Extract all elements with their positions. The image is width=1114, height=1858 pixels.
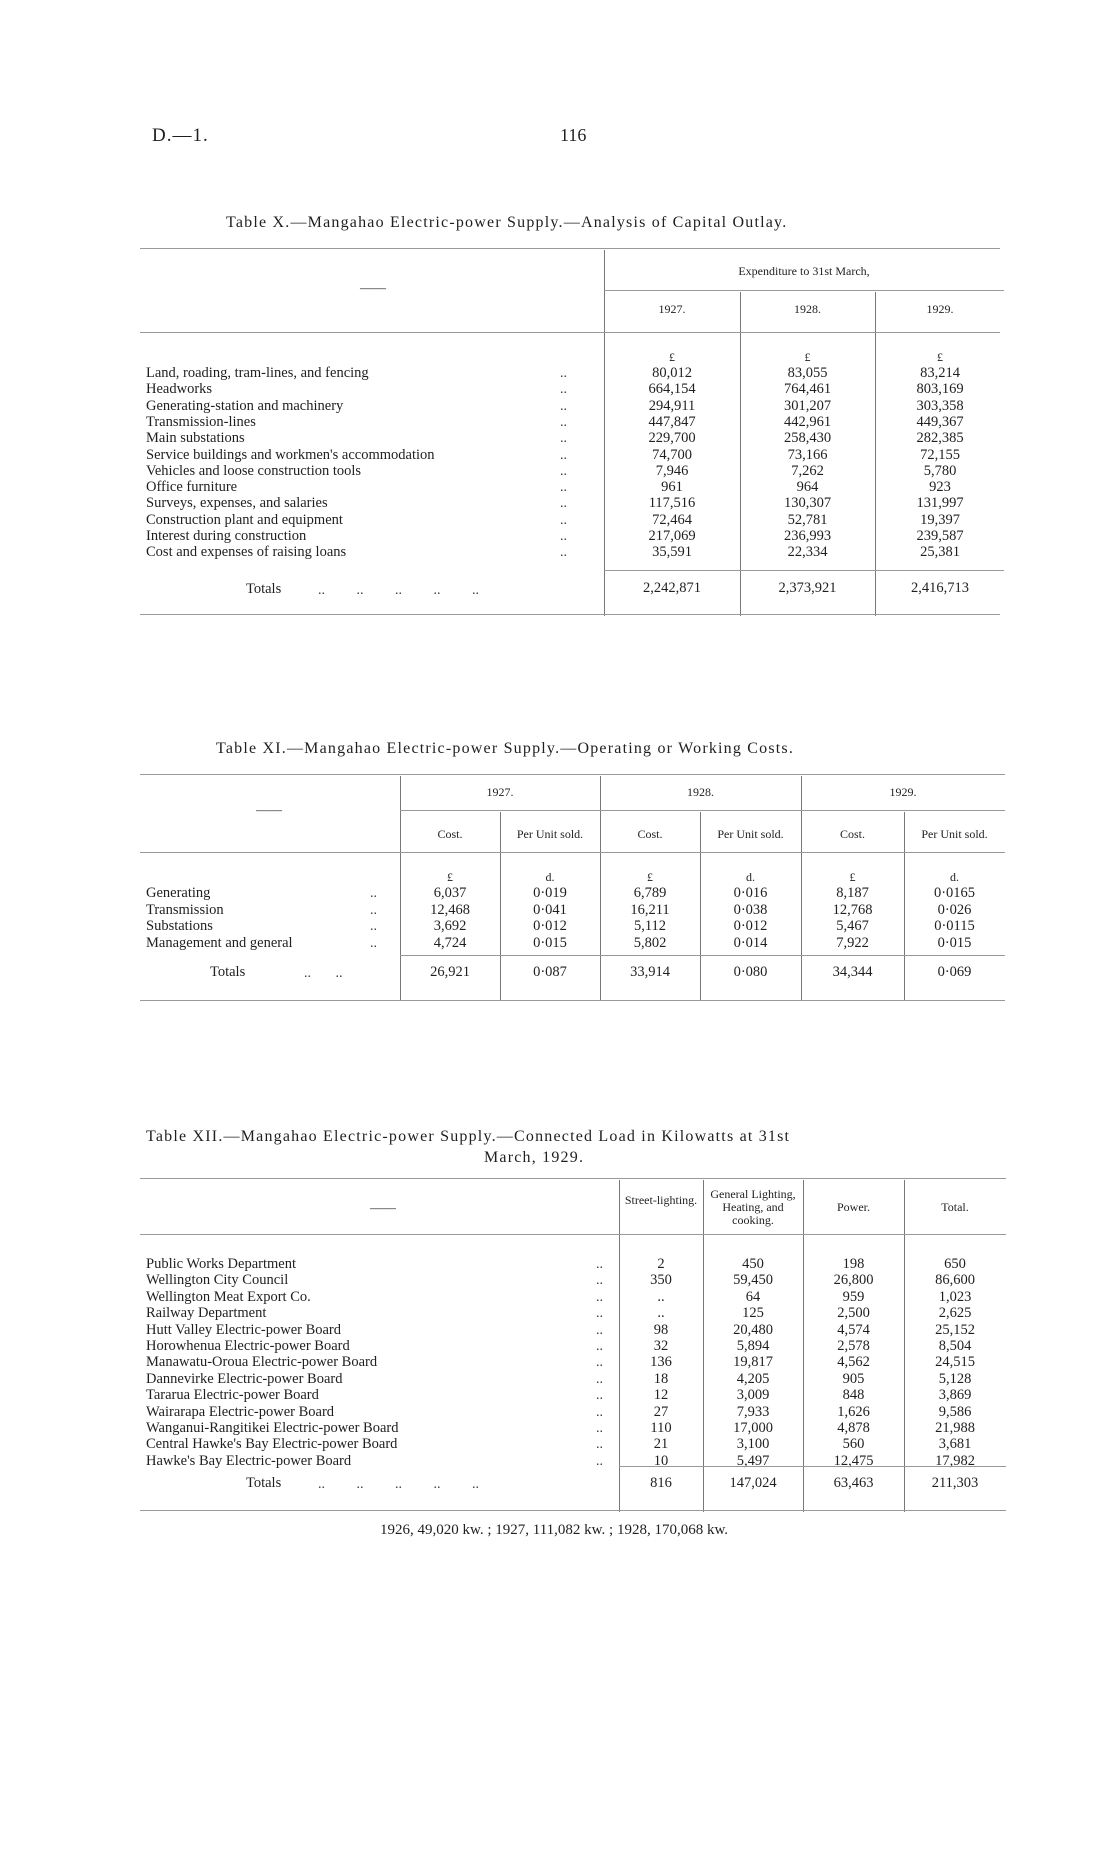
table-xi-unit: £ (447, 870, 453, 884)
table-xii-row-leader: .. (596, 1388, 603, 1404)
table-xii-cell: 125 (742, 1305, 764, 1322)
table-xi-unit: d. (545, 870, 555, 884)
table-xi-cell: 3,692 (433, 918, 467, 934)
table-xi-cell: 0·014 (733, 934, 768, 951)
table-xii-cell: 2,500 (837, 1305, 870, 1322)
table-x-row-label: Transmission-lines (146, 413, 256, 430)
table-xii-cell: 32 (653, 1338, 669, 1354)
table-x-row-label: Service buildings and workmen's accommodation (146, 446, 435, 463)
table-x-cell: 764,461 (783, 381, 832, 398)
table-x-cell: 73,166 (787, 446, 828, 463)
table-xi-total-cell: 26,921 (430, 964, 470, 980)
table-x-cell: 72,155 (920, 446, 960, 463)
table-x-row-label: Land, roading, tram-lines, and fencing (146, 365, 369, 381)
table-x-cell: 282,385 (916, 430, 964, 447)
table-xii-row-label: Hawke's Bay Electric-power Board (146, 1452, 352, 1469)
table-xi-row-leader: .. (370, 886, 377, 901)
table-xi-row-leader: .. (370, 919, 377, 934)
table-xii-row-label: Tararua Electric-power Board (146, 1387, 319, 1404)
table-xii-cell: 905 (842, 1370, 865, 1387)
table-xi-cell: 0·016 (733, 885, 768, 901)
table-xii-cell: 3,869 (938, 1387, 972, 1404)
table-x-row-label: Vehicles and loose construction tools (146, 462, 362, 479)
table-xii-row-leader: .. (596, 1437, 603, 1453)
table-x-cell: 803,169 (916, 381, 964, 398)
table-x-cell: 7,262 (791, 462, 824, 479)
table-x-cell: 19,397 (920, 511, 960, 528)
table-x-row-leader: .. (560, 398, 567, 414)
table-xii-row-leader: .. (596, 1306, 603, 1322)
table-xii-cell: 8,504 (938, 1338, 972, 1354)
table-xii-cell: 20,480 (733, 1321, 773, 1338)
table-xi-row-label: Generating (146, 885, 211, 901)
table-x-row-label: Main substations (146, 430, 245, 447)
table-xi-total-cell: 34,344 (832, 964, 873, 980)
table-x-unit: £ (669, 350, 675, 364)
table-xi-stub-header: —— (256, 802, 282, 817)
table-xii-cell: 2 (657, 1256, 665, 1272)
table-x-row-leader: .. (560, 414, 567, 430)
table-xii-col-street-lighting: Street-lighting. (624, 1193, 698, 1207)
table-xi-row-label: Management and general (146, 934, 293, 951)
table-xii-cell: 17,000 (733, 1420, 773, 1436)
table-x-totals-label: Totals (246, 581, 282, 597)
table-x-row-leader: .. (560, 480, 567, 496)
table-xii-cell: 136 (650, 1354, 672, 1371)
table-x-row-label: Construction plant and equipment (146, 511, 343, 528)
table-xi-cell: 5,112 (633, 918, 667, 934)
table-xi-cell: 4,724 (433, 934, 467, 951)
table-xi-total-cell: 0·087 (533, 964, 567, 980)
table-x-row-leader: .. (560, 496, 567, 512)
table-xii-cell: 21,988 (935, 1420, 975, 1436)
table-x-total-1928: 2,373,921 (778, 580, 837, 596)
table-xii-cell: 5,497 (736, 1452, 770, 1469)
table-xi-subheader: Per Unit sold. (516, 827, 584, 841)
table-x-cell: 74,700 (652, 446, 692, 463)
table-xi-cell: 12,468 (430, 901, 470, 918)
table-xii-row-label: Wellington Meat Export Co. (146, 1288, 311, 1305)
table-xii-cell: 4,205 (736, 1370, 770, 1387)
table-x-row-leader: .. (560, 545, 567, 561)
table-x-cell: 131,997 (916, 495, 964, 512)
table-x-cell: 80,012 (652, 365, 692, 381)
table-xi-cell: 0·041 (533, 901, 567, 918)
table-xi-unit: d. (746, 870, 755, 884)
table-xii-cell: 3,009 (736, 1387, 770, 1404)
table-x-cell: 217,069 (648, 528, 696, 544)
table-x-cell: 7,946 (655, 462, 689, 479)
table-x-total-1927: 2,242,871 (643, 580, 701, 596)
table-xii-row-leader: .. (596, 1273, 603, 1289)
table-xii-total-cell: 816 (650, 1475, 672, 1491)
table-xii-row-leader: .. (596, 1404, 603, 1420)
table-x-row-label: Generating-station and machinery (146, 397, 344, 414)
table-x-row-label: Headworks (146, 381, 213, 398)
table-x-cell: 22,334 (787, 544, 828, 561)
table-xi-cell: 12,768 (832, 901, 873, 918)
table-x-group-header: Expenditure to 31st March, (738, 264, 870, 278)
table-xi-row-label: Substations (146, 918, 213, 934)
table-xii-row-label: Wellington City Council (146, 1272, 289, 1289)
table-xii-totals-label: Totals (246, 1475, 282, 1491)
table-xi-cell: 0·0115 (934, 918, 975, 934)
table-x-row-leader: .. (560, 463, 567, 479)
table-xii-cell: 9,586 (938, 1403, 972, 1420)
table-xii-cell: 17,982 (935, 1452, 975, 1469)
table-xii-cell: 10 (653, 1452, 669, 1469)
table-xi-cell: 5,467 (836, 918, 869, 934)
table-xii-cell: 3,100 (736, 1436, 770, 1453)
table-xii-cell: 19,817 (733, 1354, 773, 1371)
table-xii-cell: 21 (653, 1436, 669, 1453)
table-x-cell: 664,154 (648, 381, 696, 398)
table-xi-cell: 0·038 (733, 901, 768, 918)
table-x-cell: 964 (796, 479, 819, 496)
table-xi-subheader: Cost. (637, 827, 663, 841)
table-x-row-leader: .. (560, 529, 567, 544)
table-xi-year: 1929. (889, 785, 917, 799)
table-xii-cell: 5,128 (938, 1370, 972, 1387)
table-xi-cell: 0·012 (533, 918, 567, 934)
table-x-cell: 25,381 (920, 544, 960, 561)
table-xii-row-label: Wairarapa Electric-power Board (146, 1403, 335, 1420)
table-x-cell: 130,307 (783, 495, 832, 512)
table-xi-cell: 0·0165 (933, 885, 976, 901)
table-x-cell: 236,993 (783, 528, 832, 544)
table-xii-row-label: Wanganui-Rangitikei Electric-power Board (146, 1420, 399, 1436)
table-xii-cell: 110 (650, 1420, 672, 1436)
table-x-year: 1927. (658, 302, 686, 316)
table-x-cell: 961 (661, 479, 683, 496)
table-xi-subheader: Per Unit sold. (921, 827, 988, 841)
table-xii-row-leader: .. (596, 1453, 603, 1469)
table-xii-cell: 26,800 (833, 1272, 874, 1289)
table-xii-cell: 450 (742, 1256, 764, 1272)
table-xii-col-general: General Lighting, Heating, and cooking. (710, 1187, 796, 1227)
table-xii-stub-header: —— (370, 1200, 396, 1215)
table-x-cell: 449,367 (916, 413, 964, 430)
table-xi-subheader: Cost. (839, 827, 865, 841)
table-xii-cell: 4,562 (837, 1354, 870, 1371)
table-xi-cell: 0·015 (533, 934, 567, 951)
table-x-row-leader: .. (560, 382, 567, 398)
table-x-cell: 442,961 (783, 413, 832, 430)
table-x-cell: 229,700 (648, 430, 696, 447)
table-xii-cell: 2,625 (938, 1305, 972, 1322)
table-xii-cell: .. (657, 1288, 665, 1305)
table-xii-col-power: Power. (837, 1200, 870, 1214)
table-xii-cell: 2,578 (837, 1338, 870, 1354)
table-xii-cell: 12 (653, 1387, 669, 1404)
table-xi-year: 1928. (687, 785, 714, 799)
table-xi-subheader: Cost. (437, 827, 463, 841)
table-xii-cell: 5,894 (736, 1338, 770, 1354)
table-xii-cell: 1,626 (837, 1403, 870, 1420)
table-xii-row-label: Manawatu-Oroua Electric-power Board (146, 1354, 378, 1371)
table-x-cell: 923 (929, 479, 951, 496)
table-xii-row-leader: .. (596, 1355, 603, 1371)
table-xii-cell: 560 (842, 1436, 865, 1453)
table-xi-unit: £ (647, 870, 653, 884)
table-xi-row-leader: .. (370, 902, 377, 918)
table-x-stub-header: —— (360, 280, 386, 295)
table-xii-title-line1: Table XII.—Mangahao Electric-power Supply.—Connected Load in Kilowatts at 31st (146, 1128, 791, 1145)
table-xii-cell: 198 (842, 1256, 865, 1272)
table-x-unit: £ (804, 350, 811, 364)
table-x-cell: 35,591 (652, 544, 692, 561)
table-xii-cell: 86,600 (935, 1272, 975, 1289)
table-xi-cell: 8,187 (836, 885, 869, 901)
table-x-row-leader: .. (560, 447, 567, 463)
table-xi-cell: 5,802 (633, 934, 667, 951)
table-xii-row-leader: .. (596, 1421, 603, 1436)
table-xi-cell: 7,922 (836, 934, 869, 951)
table-x-cell: 83,055 (787, 365, 828, 381)
table-xi-row-label: Transmission (146, 901, 224, 918)
table-xi-title: Table XI.—Mangahao Electric-power Supply.—Operating or Working Costs. (216, 740, 795, 757)
table-xii-footnote: 1926, 49,020 kw. ; 1927, 111,082 kw. ; 1928, 170,068 kw. (380, 1522, 729, 1538)
table-xii-cell: 4,574 (837, 1321, 870, 1338)
table-xii-cell: 1,023 (938, 1288, 972, 1305)
table-xii-cell: 25,152 (935, 1321, 975, 1338)
table-xii-cell: 350 (650, 1272, 672, 1289)
table-xi-unit: £ (849, 870, 856, 884)
table-xi-cell: 0·026 (937, 901, 972, 918)
table-x-row-label: Cost and expenses of raising loans (146, 544, 347, 561)
table-xi-cell: 6,789 (633, 885, 667, 901)
table-xi-cell: 0·012 (733, 918, 768, 934)
table-x-year: 1929. (926, 302, 954, 316)
table-x-row-leader: .. (560, 366, 567, 381)
table-xii-row-leader: .. (596, 1339, 603, 1354)
table-x-row-leader: .. (560, 512, 567, 528)
table-xii-total-cell: 147,024 (729, 1475, 777, 1491)
table-xii-row-label: Dannevirke Electric-power Board (146, 1370, 343, 1387)
table-xii-cell: 959 (842, 1288, 865, 1305)
table-x-row-leader: .. (560, 431, 567, 447)
table-xi-unit: d. (950, 870, 959, 884)
table-x-cell: 258,430 (783, 430, 832, 447)
table-xii-row-label: Hutt Valley Electric-power Board (146, 1321, 342, 1338)
table-xii-row-label: Horowhenua Electric-power Board (146, 1338, 350, 1354)
table-x-title: Table X.—Mangahao Electric-power Supply.—Analysis of Capital Outlay. (226, 214, 788, 231)
table-xi-cell: 0·015 (937, 934, 972, 951)
table-xi-total-cell: 0·069 (937, 964, 972, 980)
table-xii-cell: 24,515 (935, 1354, 975, 1371)
table-xii-cell: 650 (944, 1256, 966, 1272)
table-xii-cell: .. (657, 1305, 665, 1322)
table-xii-cell: 59,450 (733, 1272, 773, 1289)
table-xi-total-cell: 0·080 (733, 964, 768, 980)
table-xii-row-leader: .. (596, 1322, 603, 1338)
table-xii-total-cell: 63,463 (833, 1475, 874, 1491)
table-xii-cell: 4,878 (837, 1420, 870, 1436)
table-xii-total-cell: 211,303 (931, 1475, 979, 1491)
table-xii-cell: 848 (842, 1387, 865, 1404)
table-xii-cell: 18 (653, 1370, 669, 1387)
table-xii-row-label: Central Hawke's Bay Electric-power Board (146, 1436, 398, 1453)
table-xi-subheader: Per Unit sold. (717, 827, 784, 841)
table-x-cell: 72,464 (652, 511, 692, 528)
page-number: 116 (560, 125, 587, 145)
table-xii-row-leader: .. (596, 1371, 603, 1387)
table-xii-row-label: Railway Department (146, 1305, 267, 1322)
table-x-row-label: Interest during construction (146, 528, 307, 544)
table-x-cell: 303,358 (916, 397, 964, 414)
table-x-cell: 447,847 (648, 413, 696, 430)
table-xi-cell: 0·019 (533, 885, 567, 901)
table-x-cell: 117,516 (648, 495, 696, 512)
table-xii-row-leader: .. (596, 1289, 603, 1305)
table-x-cell: 52,781 (787, 511, 828, 528)
table-xii-row-label: Public Works Department (146, 1256, 296, 1272)
table-x-total-1929: 2,416,713 (911, 580, 969, 596)
table-xi-totals-label: Totals (210, 964, 246, 980)
table-xii-row-leader: .. (596, 1257, 603, 1272)
table-xii-cell: 27 (653, 1403, 669, 1420)
table-xii-cell: 98 (653, 1321, 669, 1338)
table-xii-cell: 3,681 (938, 1436, 972, 1453)
table-x-cell: 5,780 (923, 462, 957, 479)
table-xi-cell: 6,037 (433, 885, 467, 901)
table-xii-title-line2: March, 1929. (484, 1149, 585, 1166)
table-x-cell: 294,911 (648, 397, 696, 414)
table-xi-total-cell: 33,914 (630, 964, 670, 980)
table-x-row-label: Office furniture (146, 479, 238, 496)
table-xi-cell: 16,211 (630, 901, 670, 918)
table-x-cell: 301,207 (783, 397, 832, 414)
table-xii-cell: 12,475 (833, 1452, 874, 1469)
table-xi-year: 1927. (486, 785, 514, 799)
table-xi-row-leader: .. (370, 935, 377, 951)
table-xii-col-total: Total. (941, 1200, 969, 1214)
table-x-year: 1928. (794, 302, 821, 316)
table-x-row-label: Surveys, expenses, and salaries (146, 495, 328, 512)
document-code: D.—1. (152, 125, 209, 146)
table-xii-cell: 7,933 (736, 1403, 770, 1420)
table-x-unit: £ (937, 350, 943, 364)
table-x-cell: 239,587 (916, 528, 964, 544)
table-xii-cell: 64 (745, 1288, 761, 1305)
table-x-cell: 83,214 (920, 365, 960, 381)
